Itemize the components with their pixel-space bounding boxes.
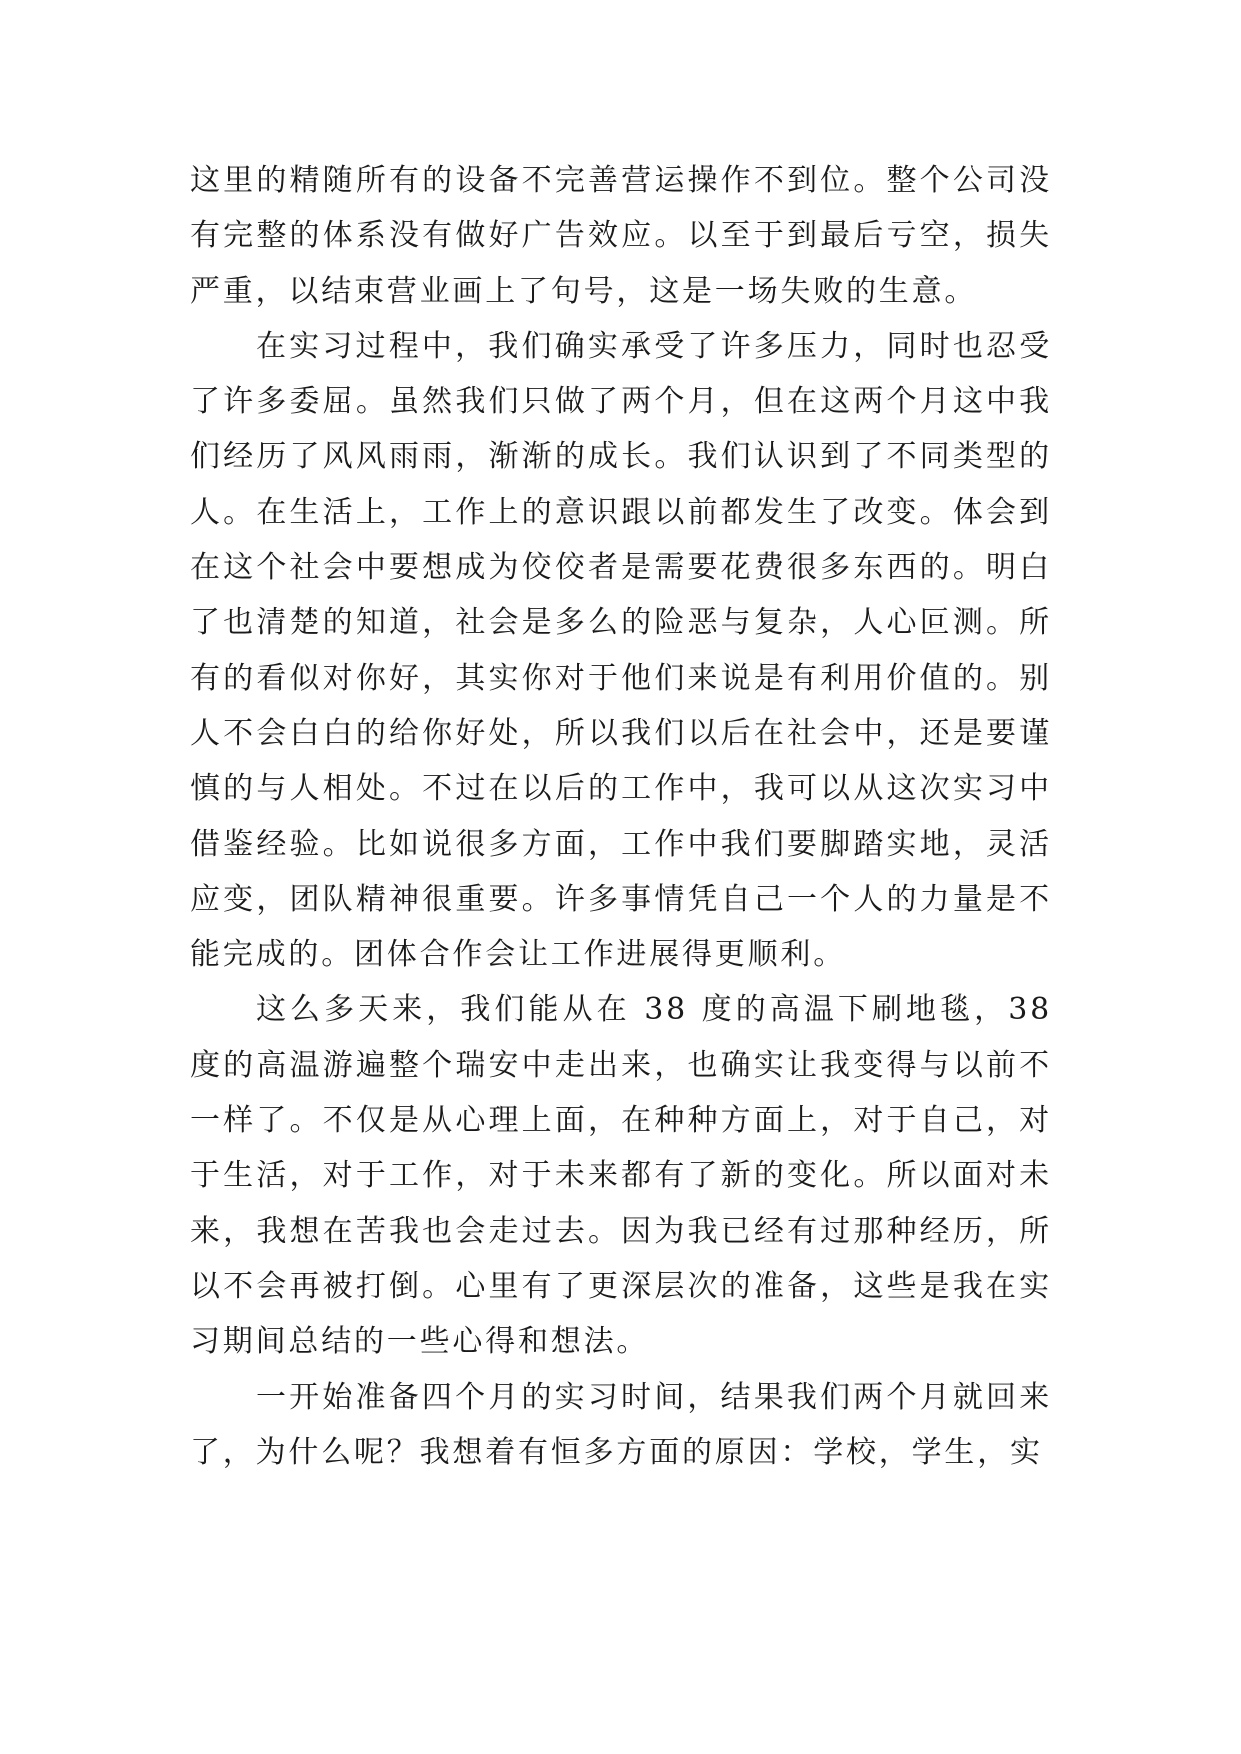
paragraph-4: 一开始准备四个月的实习时间，结果我们两个月就回来了，为什么呢？我想着有恒多方面的原因：学校，学生，实 [190,1379,1052,1470]
paragraph-3: 这么多天来，我们能从在 38 度的高温下刷地毯，38 度的高温游遍整个瑞安中走出来，也确实让我变得与以前不一样了。不仅是从心理上面，在种种方面上，对于自己，对于生活，对于工作，对于未来都有了新的变化。所以面对未来，我想在苦我也会走过去。因为我已经有过那种经历，所以不会再被打倒。心里有了更深层次的准备，这些是我在实习期间总结的一些心得和想法。 [190,992,1052,1360]
document-body [190,153,1052,1480]
paragraph-1: 这里的精随所有的设备不完善营运操作不到位。整个公司没有完整的体系没有做好广告效应。以至于到最后亏空，损失严重，以结束营业画上了句号，这是一场失败的生意。 [190,163,1052,309]
paragraph-2: 在实习过程中，我们确实承受了许多压力，同时也忍受了许多委屈。虽然我们只做了两个月，但在这两个月这中我们经历了风风雨雨，渐渐的成长。我们认识到了不同类型的人。在生活上，工作上的意识跟以前都发生了改变。体会到在这个社会中要想成为佼佼者是需要花费很多东西的。明白了也清楚的知道，社会是多么的险恶与复杂，人心叵测。所有的看似对你好，其实你对于他们来说是有利用价值的。别人不会白白的给你好处，所以我们以后在社会中，还是要谨慎的与人相处。不过在以后的工作中，我可以从这次实习中借鉴经验。比如说很多方面，工作中我们要脚踏实地，灵活应变，团队精神很重要。许多事情凭自己一个人的力量是不能完成的。团体合作会让工作进展得更顺利。 [190,328,1052,973]
